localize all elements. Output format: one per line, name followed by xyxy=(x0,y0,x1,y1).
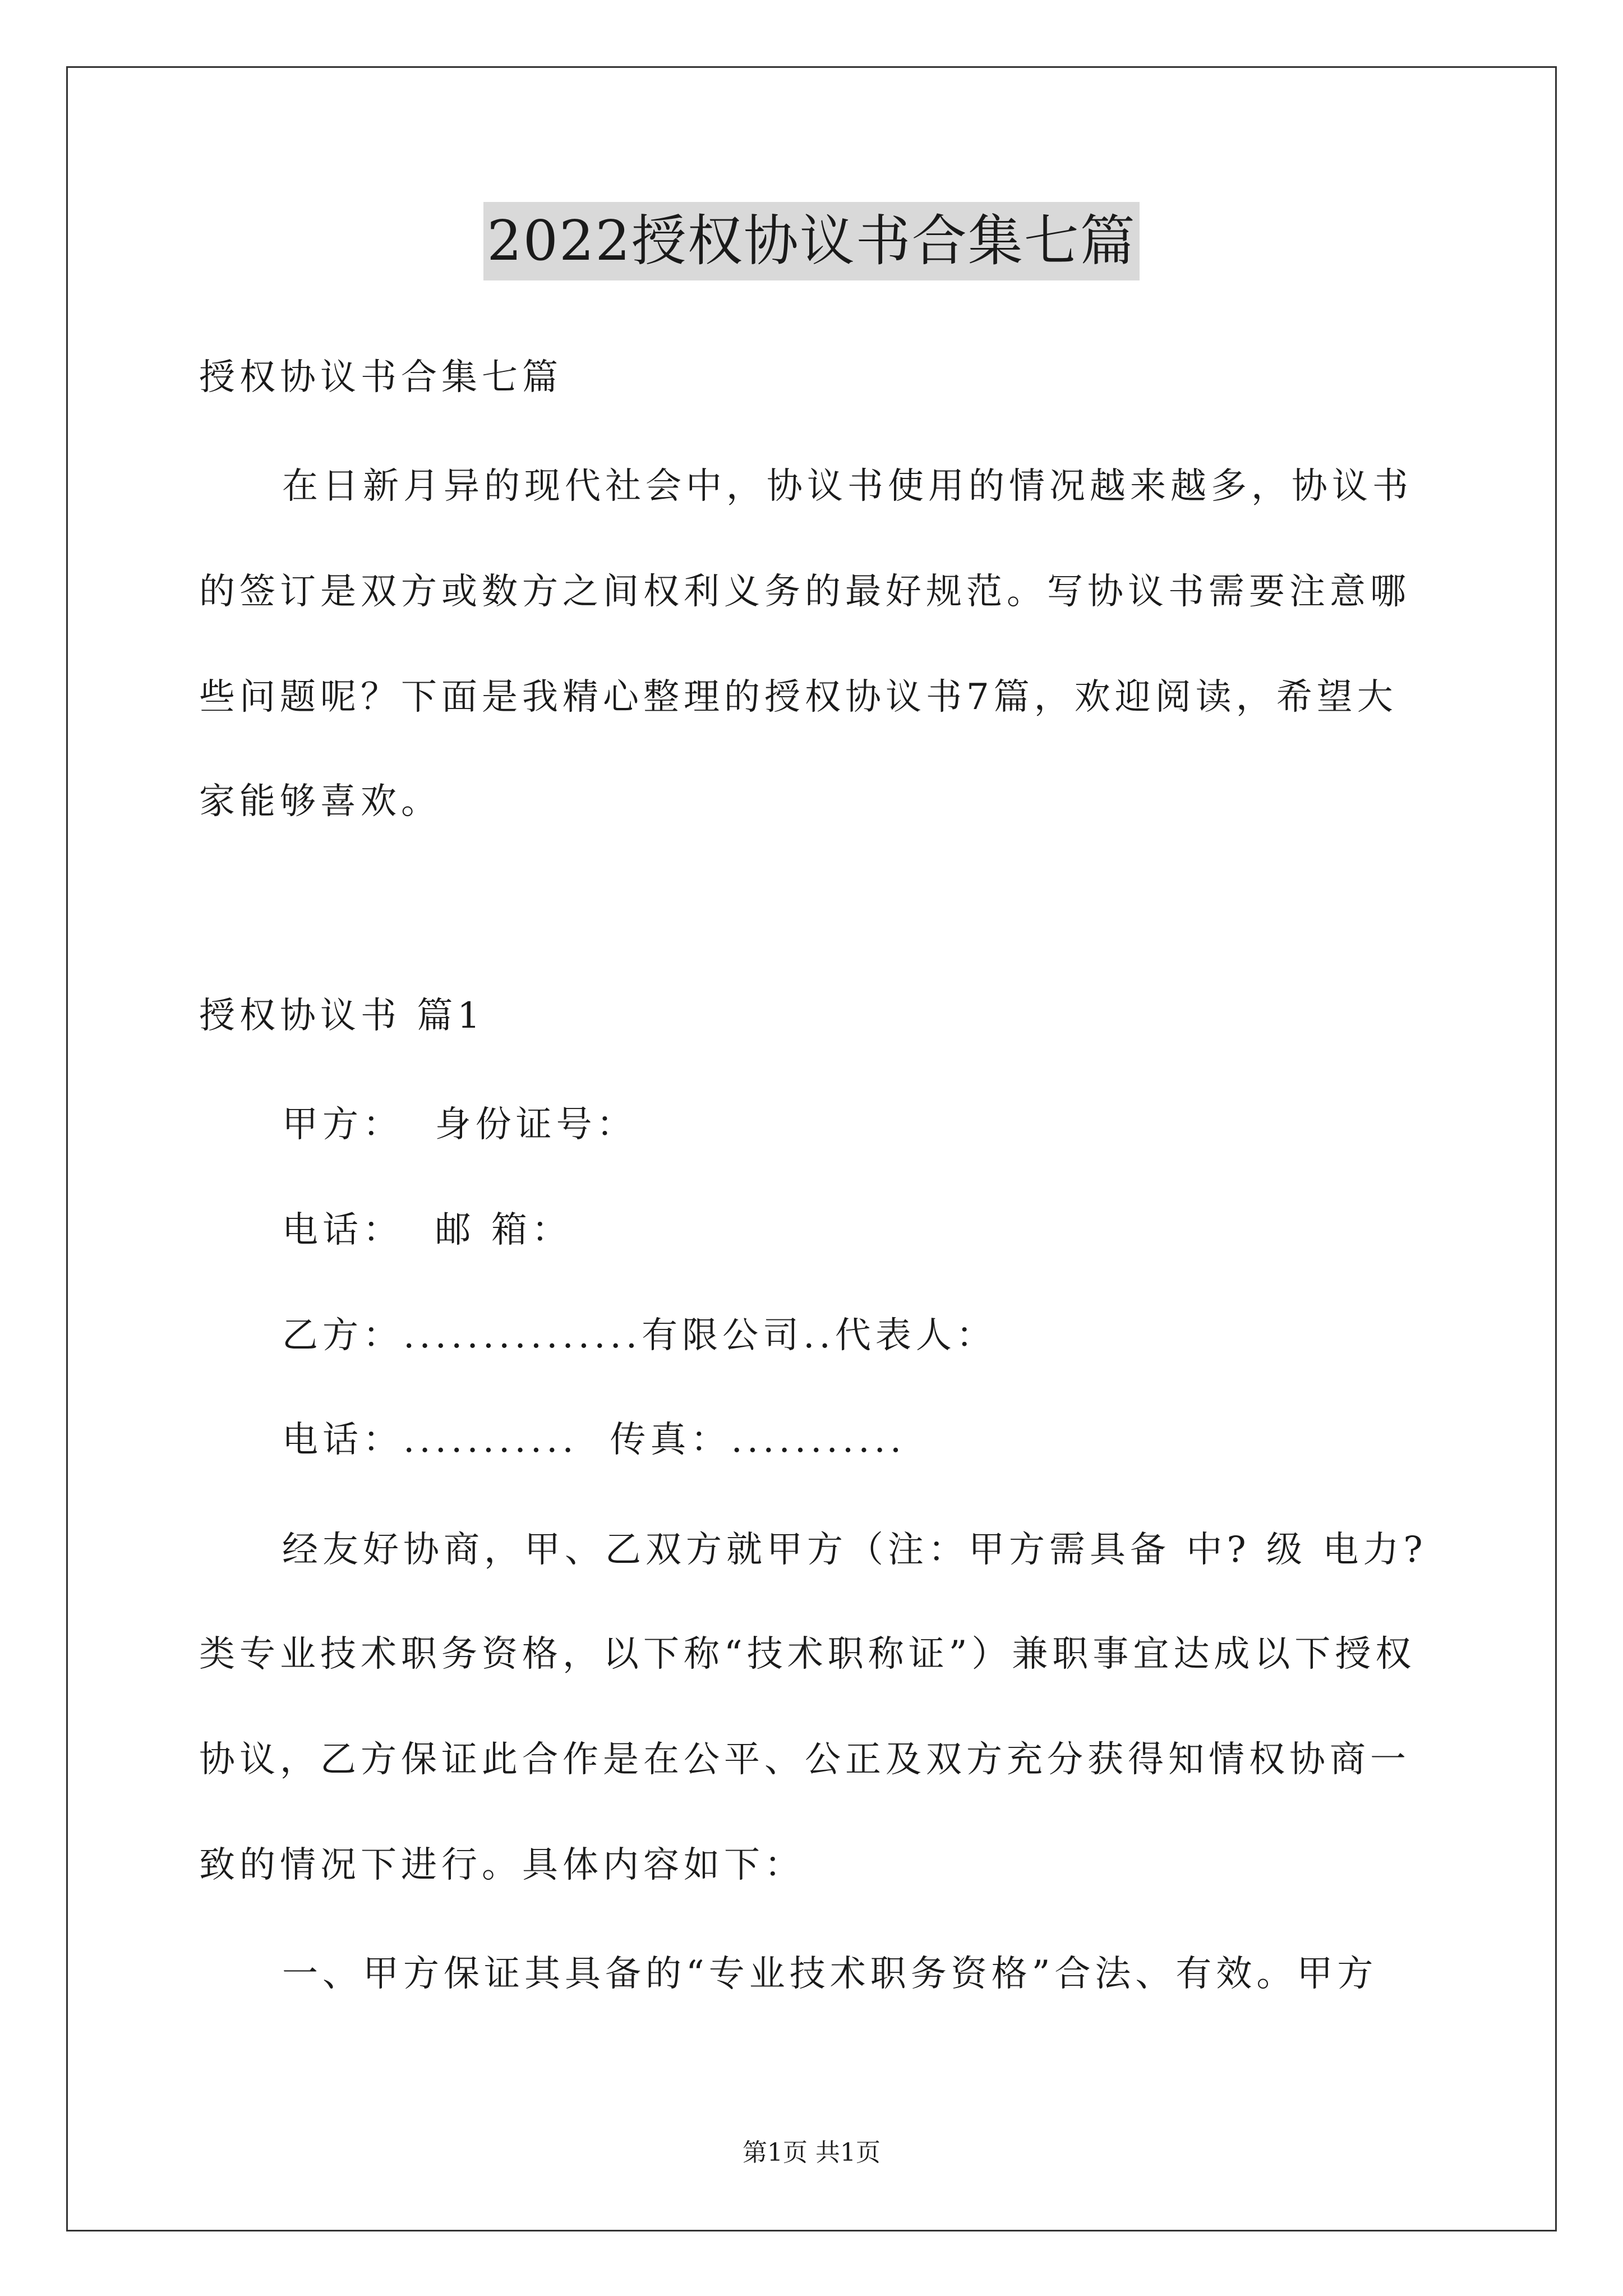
party-a-line: 甲方： 身份证号： xyxy=(282,1104,637,1145)
section-heading: 授权协议书 篇1 xyxy=(199,995,485,1037)
paragraph-line: 家能够喜欢。 xyxy=(199,781,441,822)
party-b-contact-line: 电话：........... 传真：........... xyxy=(282,1419,906,1461)
paragraph-line: 的签订是双方或数方之间权利义务的最好规范。写协议书需要注意哪 xyxy=(199,571,1410,613)
party-a-contact-line: 电话： 邮 箱： xyxy=(282,1209,573,1251)
title-wrap xyxy=(0,202,1623,280)
paragraph-line: 一、甲方保证其具备的“专业技术职务资格”合法、有效。甲方 xyxy=(282,1953,1378,1995)
document-title: 2022授权协议书合集七篇 xyxy=(483,202,1139,280)
paragraph-line: 致的情况下进行。具体内容如下： xyxy=(199,1844,805,1886)
paragraph-line: 些问题呢？下面是我精心整理的授权协议书7篇，欢迎阅读，希望大 xyxy=(199,677,1398,718)
paragraph-line: 类专业技术职务资格，以下称“技术职称证”）兼职事宜达成以下授权 xyxy=(199,1634,1416,1675)
party-b-line: 乙方：...............有限公司..代表人： xyxy=(282,1315,997,1356)
paragraph-line: 协议，乙方保证此合作是在公平、公正及双方充分获得知情权协商一 xyxy=(199,1739,1410,1780)
paragraph-line: 在日新月异的现代社会中，协议书使用的情况越来越多，协议书 xyxy=(282,466,1413,507)
page-footer: 第1页 共1页 xyxy=(743,2138,880,2167)
paragraph-line: 经友好协商，甲、乙双方就甲方（注：甲方需具备 中? 级 电力? xyxy=(282,1529,1427,1571)
subtitle: 授权协议书合集七篇 xyxy=(199,357,562,398)
